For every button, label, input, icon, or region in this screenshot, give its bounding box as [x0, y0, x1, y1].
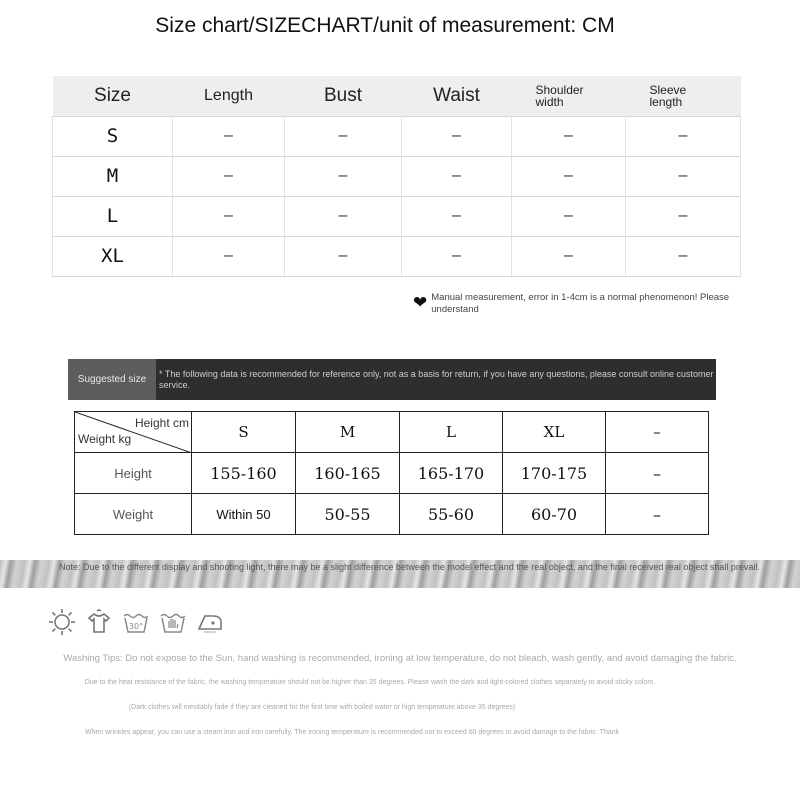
table-row	[53, 156, 741, 196]
care-icons	[48, 608, 233, 636]
size-header-cell: L	[400, 412, 503, 453]
measurement-note	[413, 292, 773, 316]
wash-temperature-label: 30°	[128, 622, 144, 631]
waist-cell: –	[402, 236, 512, 276]
size-cell: XL	[53, 236, 173, 276]
header-size: Size	[53, 76, 173, 116]
height-cell: 160-165	[296, 453, 400, 494]
sleeve-cell: –	[626, 156, 741, 196]
header-shoulder-line2: width	[535, 94, 564, 109]
length-cell: –	[173, 116, 285, 156]
height-cell: –	[606, 453, 709, 494]
size-cell: L	[53, 196, 173, 236]
weight-label: Weight	[75, 494, 192, 535]
table-row	[53, 196, 741, 236]
shoulder-cell: –	[512, 236, 626, 276]
waist-cell: –	[402, 156, 512, 196]
suggested-size-disclaimer: * The following data is recommended for reference only, not as a basis for return, if you have any questions, please consult online customer service.	[159, 369, 714, 390]
suggested-size-label: Suggested size	[68, 359, 156, 400]
sleeve-cell: –	[626, 116, 741, 156]
sleeve-cell: –	[626, 236, 741, 276]
page-title: Size chart/SIZECHART/unit of measurement: CM	[155, 14, 615, 37]
header-sleeve-line1: Sleeve	[649, 82, 687, 97]
size-header-cell: M	[296, 412, 400, 453]
table-row	[53, 116, 741, 156]
size-header-cell: –	[606, 412, 709, 453]
height-cell: 170-175	[503, 453, 606, 494]
waist-cell: –	[402, 196, 512, 236]
washing-tips-line: Washing Tips: Do not expose to the Sun, hand washing is recommended, ironing at low temperature, do not bleach, wash gently, and avoid damaging the fabric.	[63, 653, 737, 664]
height-cell: 165-170	[400, 453, 503, 494]
header-bust: Bust	[285, 76, 402, 116]
wash-30-icon	[122, 608, 150, 636]
header-shoulder-width	[512, 76, 626, 116]
weight-cell: –	[606, 494, 709, 535]
length-cell: –	[173, 156, 285, 196]
height-row	[75, 453, 709, 494]
size-chart-table	[52, 76, 741, 277]
shoulder-cell: –	[512, 196, 626, 236]
waist-cell: –	[402, 116, 512, 156]
bust-cell: –	[285, 236, 402, 276]
washing-tips-line: (Dark clothes will inevitably fade if they are cleaned for the first time with boiled water or high temperature above 35 degrees)	[128, 704, 516, 711]
height-label: Height	[75, 453, 192, 494]
size-cell: S	[53, 116, 173, 156]
sleeve-cell: –	[626, 196, 741, 236]
bust-cell: –	[285, 196, 402, 236]
corner-height-label: Height cm	[134, 416, 189, 430]
display-difference-note: Note: Due to the different display and shooting light, there may be a slight difference between the model effect and the real object, and the final received real object shall prevail.	[59, 562, 760, 572]
suggested-size-table	[74, 411, 709, 535]
header-sleeve-line2: length	[649, 94, 683, 109]
corner-cell	[75, 412, 192, 453]
length-cell: –	[173, 236, 285, 276]
weight-cell: Within 50	[192, 494, 296, 535]
length-cell: –	[173, 196, 285, 236]
table-row	[53, 236, 741, 276]
shoulder-cell: –	[512, 156, 626, 196]
header-length: Length	[173, 76, 285, 116]
sun-icon	[48, 608, 76, 636]
bust-cell: –	[285, 156, 402, 196]
washing-tips-line: Due to the heat resistance of the fabric, the washing temperature should not be higher than 35 degrees. Please wash the dark and light-colored clothes separately to avoid sticky colors.	[84, 679, 656, 686]
weight-cell: 55-60	[400, 494, 503, 535]
washing-tips-line: When wrinkles appear, you can use a steam iron and iron carefully. The ironing temperature is recommended not to exceed 60 degrees to avoid damage to the fabric. Thank	[84, 729, 620, 736]
suggested-size-banner	[68, 359, 716, 400]
header-waist: Waist	[402, 76, 512, 116]
header-sleeve-length	[626, 76, 741, 116]
hand-wash-icon	[159, 608, 187, 636]
size-header-cell: S	[192, 412, 296, 453]
iron-icon	[196, 608, 224, 636]
size-cell: M	[53, 156, 173, 196]
hang-dry-shirt-icon	[85, 608, 113, 636]
heart-icon: ❤	[413, 293, 428, 312]
header-shoulder-line1: Shoulder	[535, 82, 584, 97]
shoulder-cell: –	[512, 116, 626, 156]
bust-cell: –	[285, 116, 402, 156]
suggested-header-row	[75, 412, 709, 453]
measurement-note-text: Manual measurement, error in 1-4cm is a normal phenomenon! Please understand	[431, 292, 730, 315]
weight-cell: 60-70	[503, 494, 606, 535]
size-header-cell: XL	[503, 412, 606, 453]
weight-cell: 50-55	[296, 494, 400, 535]
size-chart-header-row	[53, 76, 741, 116]
corner-weight-label: Weight kg	[78, 432, 132, 446]
weight-row	[75, 494, 709, 535]
height-cell: 155-160	[192, 453, 296, 494]
